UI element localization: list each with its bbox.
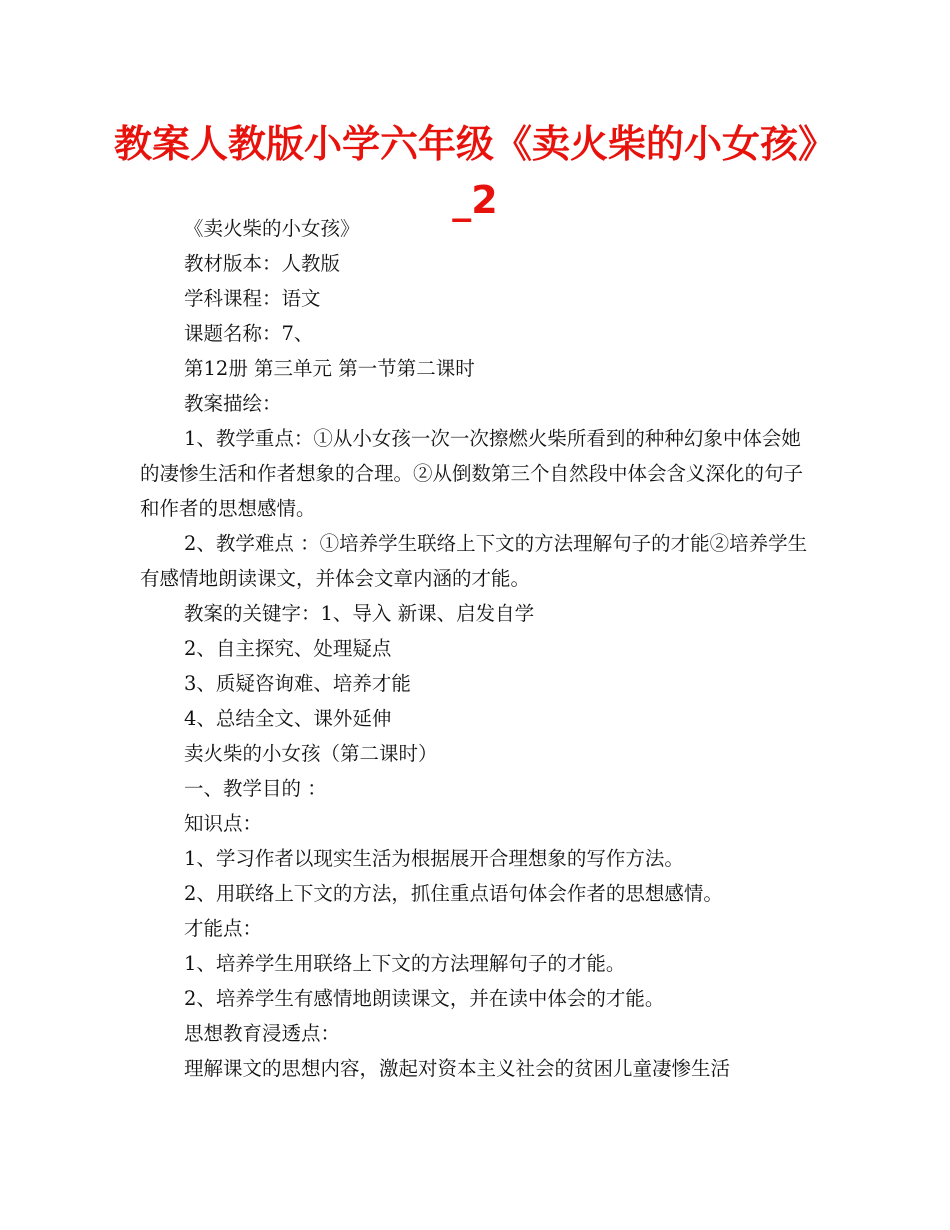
paragraph-ability-points: 才能点： [184,917,263,940]
paragraph-volume-unit: 第12册 第三单元 第一节第二课时 [184,357,475,380]
paragraph-teaching-goals: 一、教学目的 ： [184,777,327,800]
paragraph-subject: 学科课程：语文 [184,287,321,310]
paragraph-keyword-4: 4、总结全文、课外延伸 [184,707,392,730]
paragraph-ideology-content: 理解课文的思想内容，激起对资本主义社会的贫困儿童凄惨生活 [184,1057,731,1080]
paragraph-difficult-points: 2、教学难点 ：①培养学生联络上下文的方法理解句子的才能②培养学生有感情地朗读课文，并体会文章内涵的才能。 [140,532,808,590]
paragraph-knowledge-2: 2、用联络上下文的方法，抓住重点语句体会作者的思想感情。 [184,882,723,905]
paragraph-ideology-points: 思想教育浸透点： [184,1022,341,1045]
paragraph-topic-name: 课题名称：7、 [184,322,314,345]
document-title: 教案人教版小学六年级《卖火柴的小女孩》_2 [113,122,836,222]
paragraph-plan-description: 教案描绘： [184,392,282,415]
paragraph-ability-2: 2、培养学生有感情地朗读课文，并在读中体会的才能。 [184,987,665,1010]
paragraph-ability-1: 1、培养学生用联络上下文的方法理解句子的才能。 [184,952,626,975]
paragraph-keywords: 教案的关键字：1、导入 新课、启发自学 [184,602,535,625]
paragraph-knowledge-points: 知识点： [184,812,263,835]
paragraph-textbook-version: 教材版本：人教版 [184,252,341,275]
paragraph-keyword-2: 2、自主探究、处理疑点 [184,637,392,660]
paragraph-keyword-3: 3、质疑咨询难、培养才能 [184,672,411,695]
paragraph-knowledge-1: 1、学习作者以现实生活为根据展开合理想象的写作方法。 [184,847,684,870]
paragraph-lesson-title: 《卖火柴的小女孩》 [184,217,360,240]
paragraph-section-heading: 卖火柴的小女孩（第二课时） [184,742,438,765]
paragraph-key-points: 1、教学重点：①从小女孩一次一次擦燃火柴所看到的种种幻象中体会她的凄惨生活和作者想象的合理。②从倒数第三个自然段中体会含义深化的句子和作者的思想感情。 [140,427,804,520]
document-body [140,211,812,1086]
